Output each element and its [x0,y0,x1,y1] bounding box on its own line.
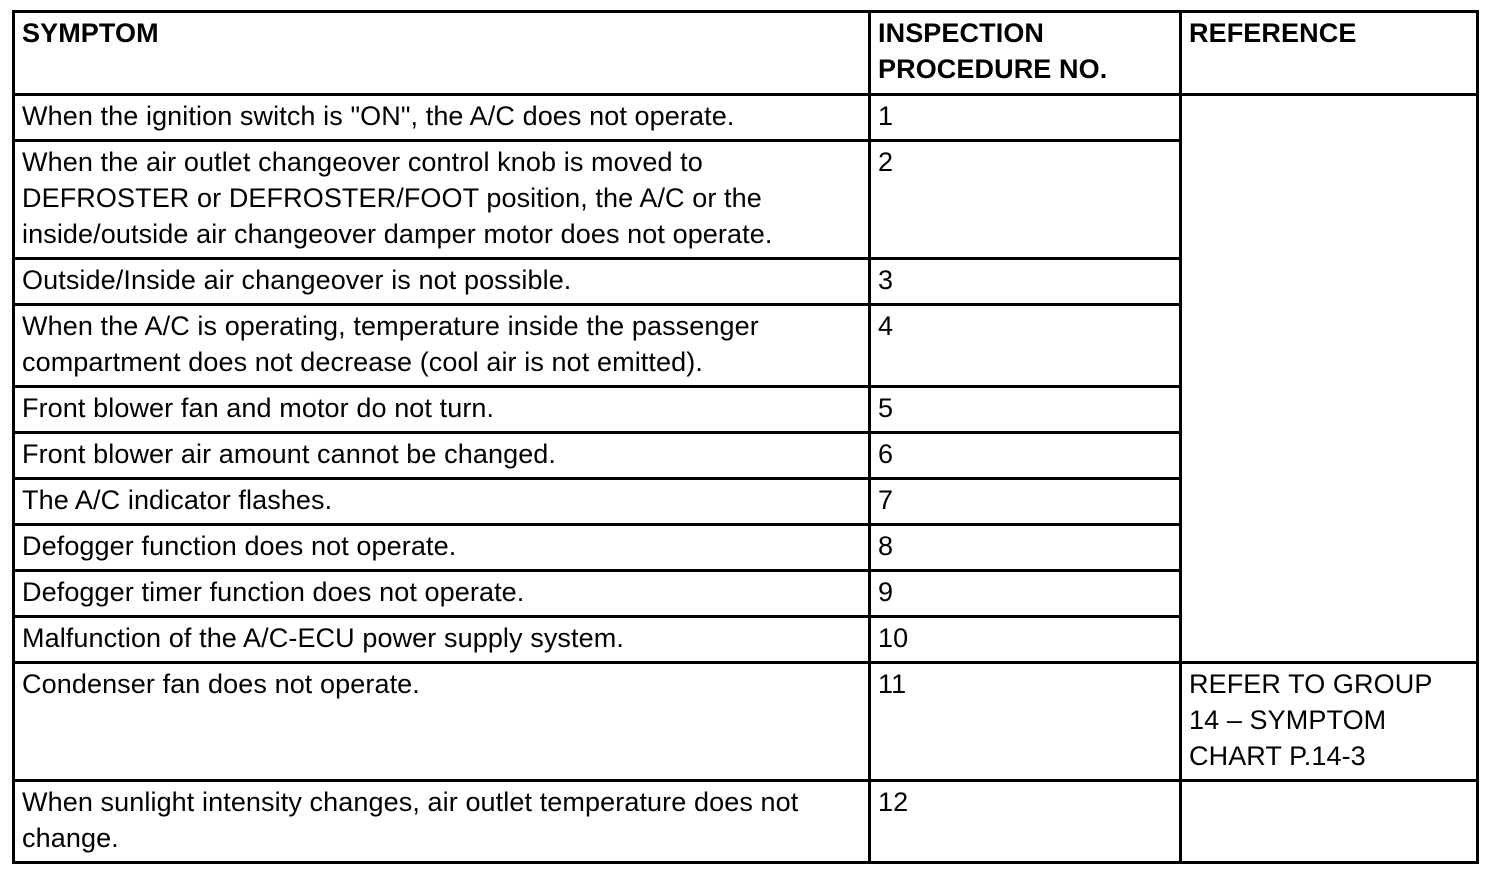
procedure-number-cell: 7 [870,479,1181,525]
symptom-cell: When the air outlet changeover control knob is moved to DEFROSTER or DEFROSTER/FOOT position, the A/C or the inside/outside air changeover damper motor does not operate. [14,141,870,259]
symptom-cell: When the A/C is operating, temperature inside the passenger compartment does not decrease (cool air is not emitted). [14,305,870,387]
procedure-number-cell: 5 [870,387,1181,433]
procedure-number-cell: 11 [870,663,1181,781]
symptom-chart-table [12,10,1479,864]
header-symptom: SYMPTOM [14,12,870,95]
symptom-cell: Front blower fan and motor do not turn. [14,387,870,433]
procedure-number-cell: 2 [870,141,1181,259]
procedure-number-cell: 10 [870,617,1181,663]
procedure-number-cell: 9 [870,571,1181,617]
procedure-number-cell: 4 [870,305,1181,387]
header-procedure-line1: INSPECTION [878,18,1045,48]
symptom-cell: Defogger function does not operate. [14,525,870,571]
symptom-cell: When the ignition switch is "ON", the A/C does not operate. [14,95,870,141]
procedure-number-cell: 12 [870,781,1181,863]
procedure-number-cell: 6 [870,433,1181,479]
procedure-number-cell: 8 [870,525,1181,571]
header-inspection-procedure [870,12,1181,95]
table-row [14,663,1478,781]
header-row [14,12,1478,95]
symptom-cell: Defogger timer function does not operate. [14,571,870,617]
header-reference: REFERENCE [1181,12,1478,95]
symptom-cell: Malfunction of the A/C-ECU power supply system. [14,617,870,663]
reference-cell: REFER TO GROUP 14 – SYMPTOM CHART P.14-3 [1181,663,1478,781]
table-row [14,781,1478,863]
reference-cell-empty [1181,95,1478,663]
procedure-number-cell: 3 [870,259,1181,305]
symptom-cell: Condenser fan does not operate. [14,663,870,781]
symptom-cell: Front blower air amount cannot be changed. [14,433,870,479]
reference-cell-empty [1181,781,1478,863]
table-row [14,95,1478,141]
procedure-number-cell: 1 [870,95,1181,141]
symptom-cell: When sunlight intensity changes, air outlet temperature does not change. [14,781,870,863]
symptom-cell: The A/C indicator flashes. [14,479,870,525]
symptom-cell: Outside/Inside air changeover is not possible. [14,259,870,305]
header-procedure-line2: PROCEDURE NO. [878,54,1108,84]
